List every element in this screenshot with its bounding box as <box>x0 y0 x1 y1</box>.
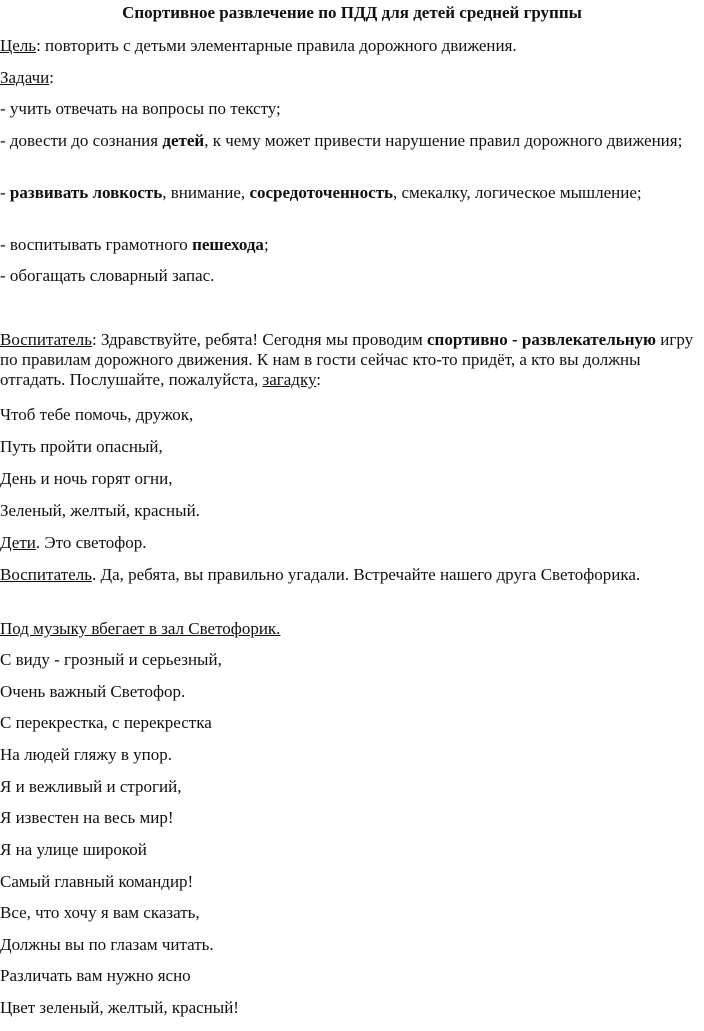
intro-speaker: Воспитатель <box>0 330 92 349</box>
tasks-heading <box>0 68 704 88</box>
task-4-bold: пешехода <box>192 235 264 254</box>
riddle-line: Путь пройти опасный, <box>0 437 163 456</box>
task-3-bold-a: развивать ловкость <box>9 183 163 202</box>
teacher-reply <box>0 565 690 585</box>
task-2-text-a: - довести до сознания <box>0 131 163 150</box>
riddle-line: Зеленый, желтый, красный. <box>0 501 200 520</box>
poem-line: На людей гляжу в упор. <box>0 745 172 764</box>
goal-text: : повторить с детьми элементарные правила дорожного движения. <box>36 36 517 55</box>
reply-speaker: Воспитатель <box>0 565 92 584</box>
document-title: Спортивное развлечение по ПДД для детей средней группы <box>122 3 582 22</box>
intro-paragraph <box>0 330 694 390</box>
task-2-text-c: , к чему может привести нарушение правил дорожного движения; <box>204 131 683 150</box>
poem-line: Различать вам нужно ясно <box>0 966 191 985</box>
poem-line: Все, что хочу я вам сказать, <box>0 903 200 922</box>
stage-direction <box>0 619 704 639</box>
task-3-bold-d: сосредоточенность <box>249 183 393 202</box>
poem-line: Я и вежливый и строгий, <box>0 777 182 796</box>
poem-line: Должны вы по глазам читать. <box>0 935 214 954</box>
poem-line: С виду - грозный и серьезный, <box>0 650 222 669</box>
children-answer <box>0 533 704 553</box>
poem-line: Самый главный командир! <box>0 872 194 891</box>
poem-line: Я известен на весь мир! <box>0 808 174 827</box>
answer-text: . Это светофор. <box>35 533 147 552</box>
riddle-line: Чтоб тебе помочь, дружок, <box>0 405 194 424</box>
tasks-colon: : <box>49 68 54 87</box>
poem-line: С перекрестка, с перекрестка <box>0 713 212 732</box>
task-3-text-c: , внимание, <box>162 183 250 202</box>
poem-line: Я на улице широкой <box>0 840 147 859</box>
stage-direction-text: Под музыку вбегает в зал Светофорик. <box>0 619 281 638</box>
intro-text-c: : <box>316 370 321 389</box>
task-item-1: - учить отвечать на вопросы по тексту; <box>0 99 281 118</box>
poem-line: Очень важный Светофор. <box>0 682 186 701</box>
task-4-text-a: - воспитывать грамотного <box>0 235 193 254</box>
intro-bold: спортивно - развлекательную <box>427 330 657 349</box>
reply-text: . Да, ребята, вы правильно угадали. Встречайте нашего друга Светофорика. <box>91 565 641 584</box>
task-item-4 <box>0 235 704 255</box>
task-3-dash: - <box>0 183 10 202</box>
task-item-2 <box>0 131 690 151</box>
task-2-bold: детей <box>162 131 205 150</box>
task-item-3 <box>0 183 690 203</box>
intro-riddle-word: загадку <box>262 370 317 389</box>
task-3-text-e: , смекалку, логическое мышление; <box>392 183 642 202</box>
tasks-label: Задачи <box>0 68 50 87</box>
goal-line <box>0 36 704 56</box>
task-item-5: - обогащать словарный запас. <box>0 266 215 285</box>
task-4-text-c: ; <box>263 235 269 254</box>
intro-text-a: : Здравствуйте, ребята! Сегодня мы проводим <box>91 330 428 349</box>
poem-line: Цвет зеленый, желтый, красный! <box>0 998 239 1017</box>
goal-label: Цель <box>0 36 37 55</box>
answer-speaker: Дети <box>0 533 36 552</box>
riddle-line: День и ночь горят огни, <box>0 469 173 488</box>
intro-text-b: игру по правилам дорожного движения. К нам в гости сейчас кто-то придёт, а кто вы должны отгадать. Послушайте, пожалуйста, <box>0 330 694 389</box>
